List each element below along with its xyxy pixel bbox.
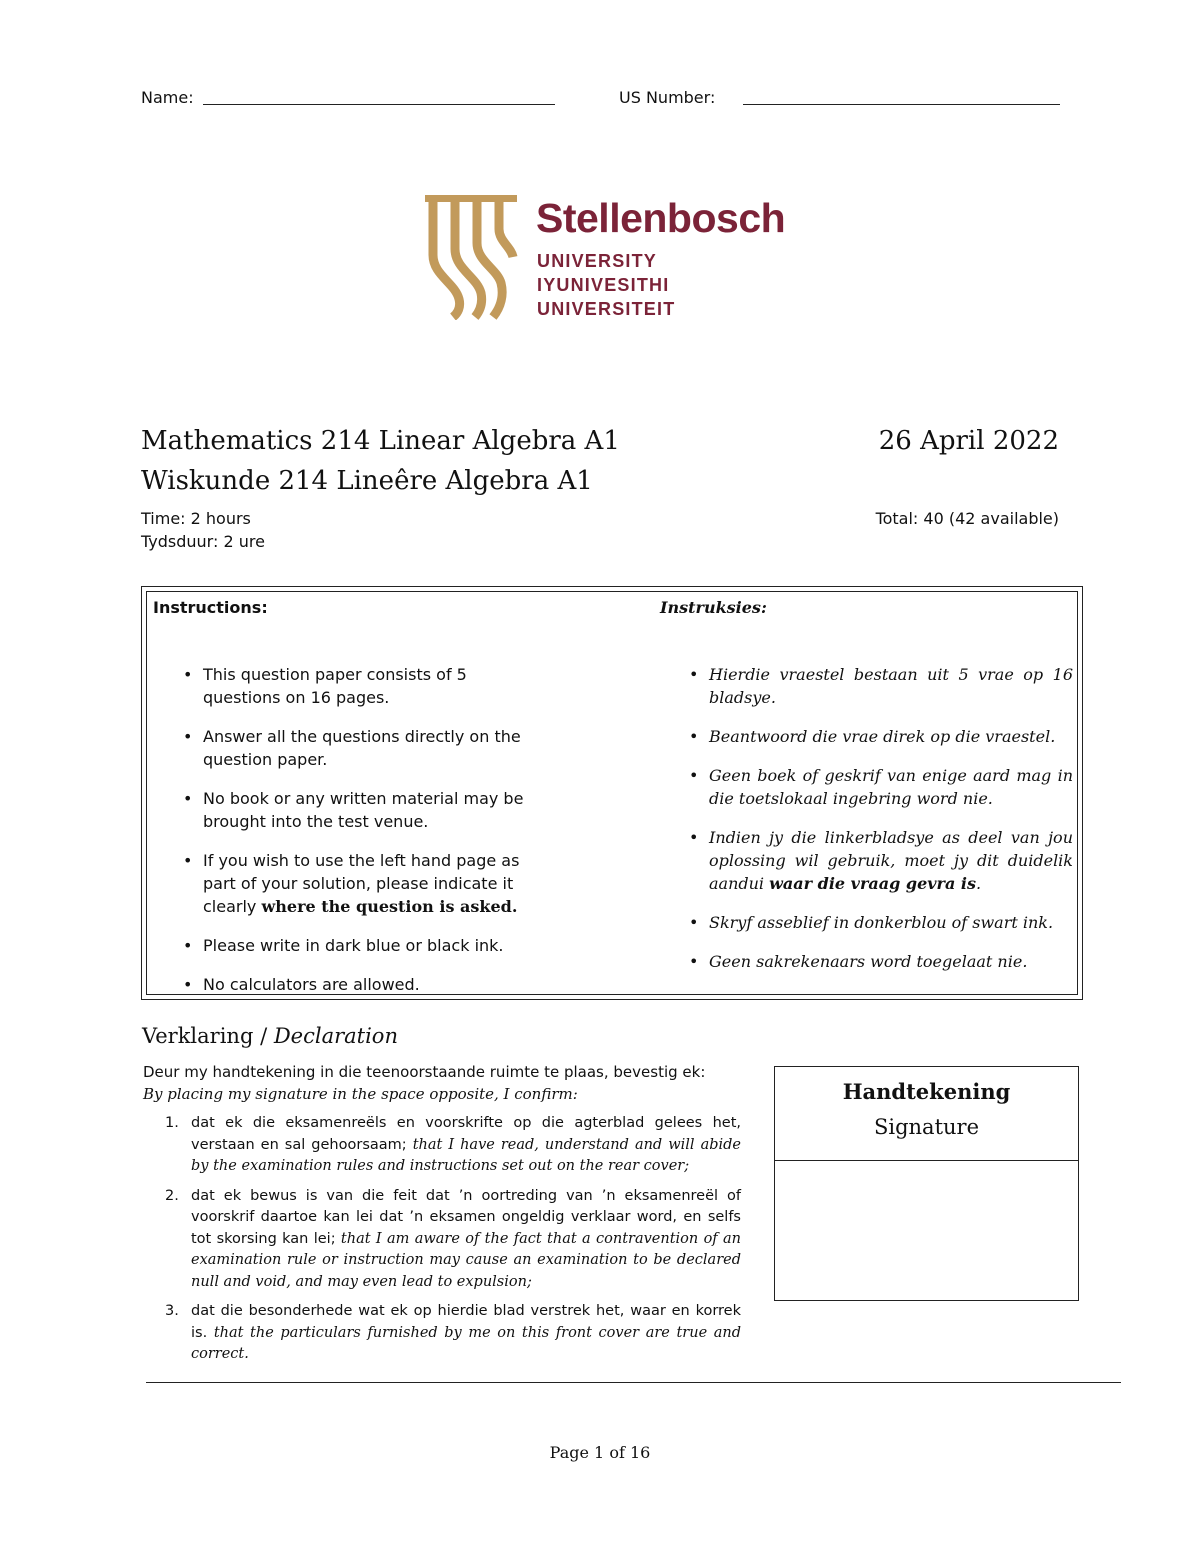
signature-label-af: Handtekening xyxy=(842,1079,1011,1104)
exam-total: Total: 40 (42 available) xyxy=(875,509,1059,528)
instructions-box xyxy=(141,586,1083,1000)
page-number: Page 1 of 16 xyxy=(549,1443,651,1462)
list-item: • Geen sakrekenaars word toegelaat nie. xyxy=(687,950,1073,973)
declaration-item-en: that the particulars furnished by me on this front cover are true and correct. xyxy=(191,1324,742,1362)
declaration-item xyxy=(143,1113,741,1178)
instructions-list-en xyxy=(181,663,543,1012)
declaration-item-af: dat die besonderhede wat ek op hierdie blad verstrek het, waar en korrek is. xyxy=(191,1303,741,1341)
list-item xyxy=(181,849,543,918)
list-item: • No calculators are allowed. xyxy=(181,973,543,996)
exam-time-en: Time: 2 hours xyxy=(141,509,251,528)
list-item: • Hierdie vraestel bestaan uit 5 vrae op 16 bladsye. xyxy=(687,663,1073,709)
list-item: • Beantwoord die vrae direk op die vraestel. xyxy=(687,725,1073,748)
instructions-heading-en: Instructions: xyxy=(153,598,268,617)
declaration-item-en: that I have read, understand and will abide by the examination rules and instructions set out on the rear cover; xyxy=(191,1136,741,1174)
list-item: • Geen boek of geskrif van enige aard mag in die toetslokaal ingebring word nie. xyxy=(687,764,1073,810)
declaration-item-af: dat ek bewus is van die feit dat ’n oortreding van ’n eksamenreël of voorskrif daartoe kan lei dat ’n eksamen ongeldig verklaar word, en selfs tot skorsing kan lei; xyxy=(191,1187,741,1247)
declaration-item xyxy=(143,1186,741,1294)
list-item-text: If you wish to use the left hand page as part of your solution, please indicate it clearly xyxy=(203,851,520,916)
list-item: • Answer all the questions directly on the question paper. xyxy=(181,725,543,771)
declaration-list xyxy=(143,1113,741,1374)
declaration-item xyxy=(143,1301,741,1366)
declaration-intro-en: By placing my signature in the space opposite, I confirm: xyxy=(143,1085,578,1103)
list-item: • Please write in dark blue or black ink. xyxy=(181,934,543,957)
us-number-field[interactable] xyxy=(743,104,1060,105)
logo-line-universiteit: UNIVERSITEIT xyxy=(537,299,676,319)
list-item-emphasis: waar die vraag gevra is xyxy=(769,874,976,893)
declaration-item-number: 2. xyxy=(165,1187,179,1204)
university-emblem-icon xyxy=(425,195,520,320)
name-label: Name: xyxy=(141,88,194,107)
list-item-text: Indien jy die linkerbladsye as deel van jou oplossing wil gebruik, moet jy dit duidelik aandui xyxy=(709,828,1073,893)
declaration-intro-af: Deur my handtekening in die teenoorstaande ruimte te plaas, bevestig ek: xyxy=(143,1063,706,1081)
list-item: • This question paper consists of 5 questions on 16 pages. xyxy=(181,663,543,709)
list-item xyxy=(687,826,1073,895)
declaration-item-number: 3. xyxy=(165,1303,179,1319)
name-field[interactable] xyxy=(203,104,555,105)
declaration-item-number: 1. xyxy=(165,1115,179,1131)
list-item-emphasis: where the question is asked. xyxy=(261,897,518,916)
signature-box xyxy=(774,1066,1079,1301)
exam-time-af: Tydsduur: 2 ure xyxy=(141,532,265,551)
declaration-heading-en: Declaration xyxy=(273,1024,398,1048)
list-item: • Skryf asseblief in donkerblou of swart ink. xyxy=(687,911,1073,934)
list-item: • No book or any written material may be brought into the test venue. xyxy=(181,787,543,833)
exam-title-en: Mathematics 214 Linear Algebra A1 xyxy=(141,426,620,456)
declaration-item-en: that I am aware of the fact that a contravention of an examination rule or instruction may cause an examination to be declared null and void, and may even lead to expulsion; xyxy=(191,1230,741,1290)
list-item-punct: . xyxy=(976,874,982,893)
logo-line-iyunivesithi: IYUNIVESITHI xyxy=(537,275,670,295)
instructions-list-af xyxy=(687,663,1073,989)
logo-line-university: UNIVERSITY xyxy=(537,251,658,271)
signature-label-en: Signature xyxy=(873,1115,980,1139)
university-name: Stellenbosch xyxy=(536,195,786,241)
footer-divider xyxy=(146,1382,1121,1383)
exam-date: 26 April 2022 xyxy=(878,426,1059,456)
instructions-heading-af: Instruksies: xyxy=(660,598,767,617)
us-number-label: US Number: xyxy=(619,88,716,107)
exam-title-af: Wiskunde 214 Lineêre Algebra A1 xyxy=(141,466,593,496)
declaration-heading-af: Verklaring / xyxy=(142,1024,274,1048)
signature-field[interactable] xyxy=(775,1161,1078,1300)
declaration-heading xyxy=(142,1024,398,1048)
declaration-item-af: dat ek die eksamenreëls en voorskrifte op die agterblad gelees het, verstaan en sal gehoorsaam; xyxy=(191,1115,741,1153)
